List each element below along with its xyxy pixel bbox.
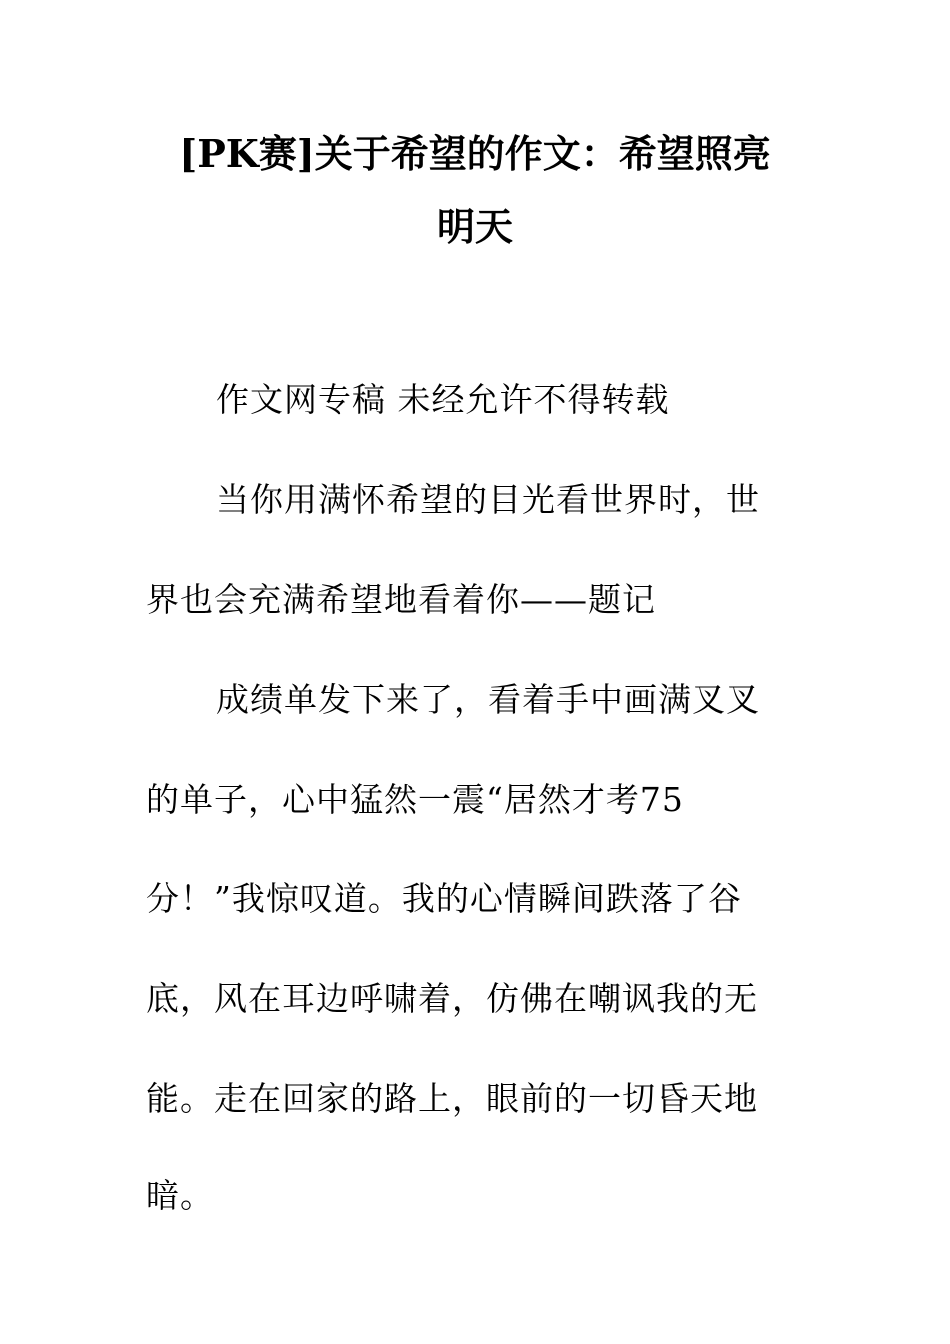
body-line-1: 成绩单发下来了，看着手中画满叉叉 [216,680,760,719]
body-line-6: 暗。 [146,1176,214,1215]
epigraph-line-2: 界也会充满希望地看着你——题记 [146,580,656,619]
body-line-4: 底，风在耳边呼啸着，仿佛在嘲讽我的无 [146,979,758,1018]
body-line-3: 分！”我惊叹道。我的心情瞬间跌落了谷 [146,879,742,918]
source-note: 作文网专稿 未经允许不得转载 [216,380,670,419]
epigraph-line-1: 当你用满怀希望的目光看世界时，世 [216,480,760,519]
body-line-5: 能。走在回家的路上，眼前的一切昏天地 [146,1079,758,1118]
document-title-line-2: 明天 [436,204,513,249]
document-title-line-1: [PK赛]关于希望的作文：希望照亮 [179,131,771,176]
body-line-2: 的单子，心中猛然一震“居然才考75 [146,780,684,819]
